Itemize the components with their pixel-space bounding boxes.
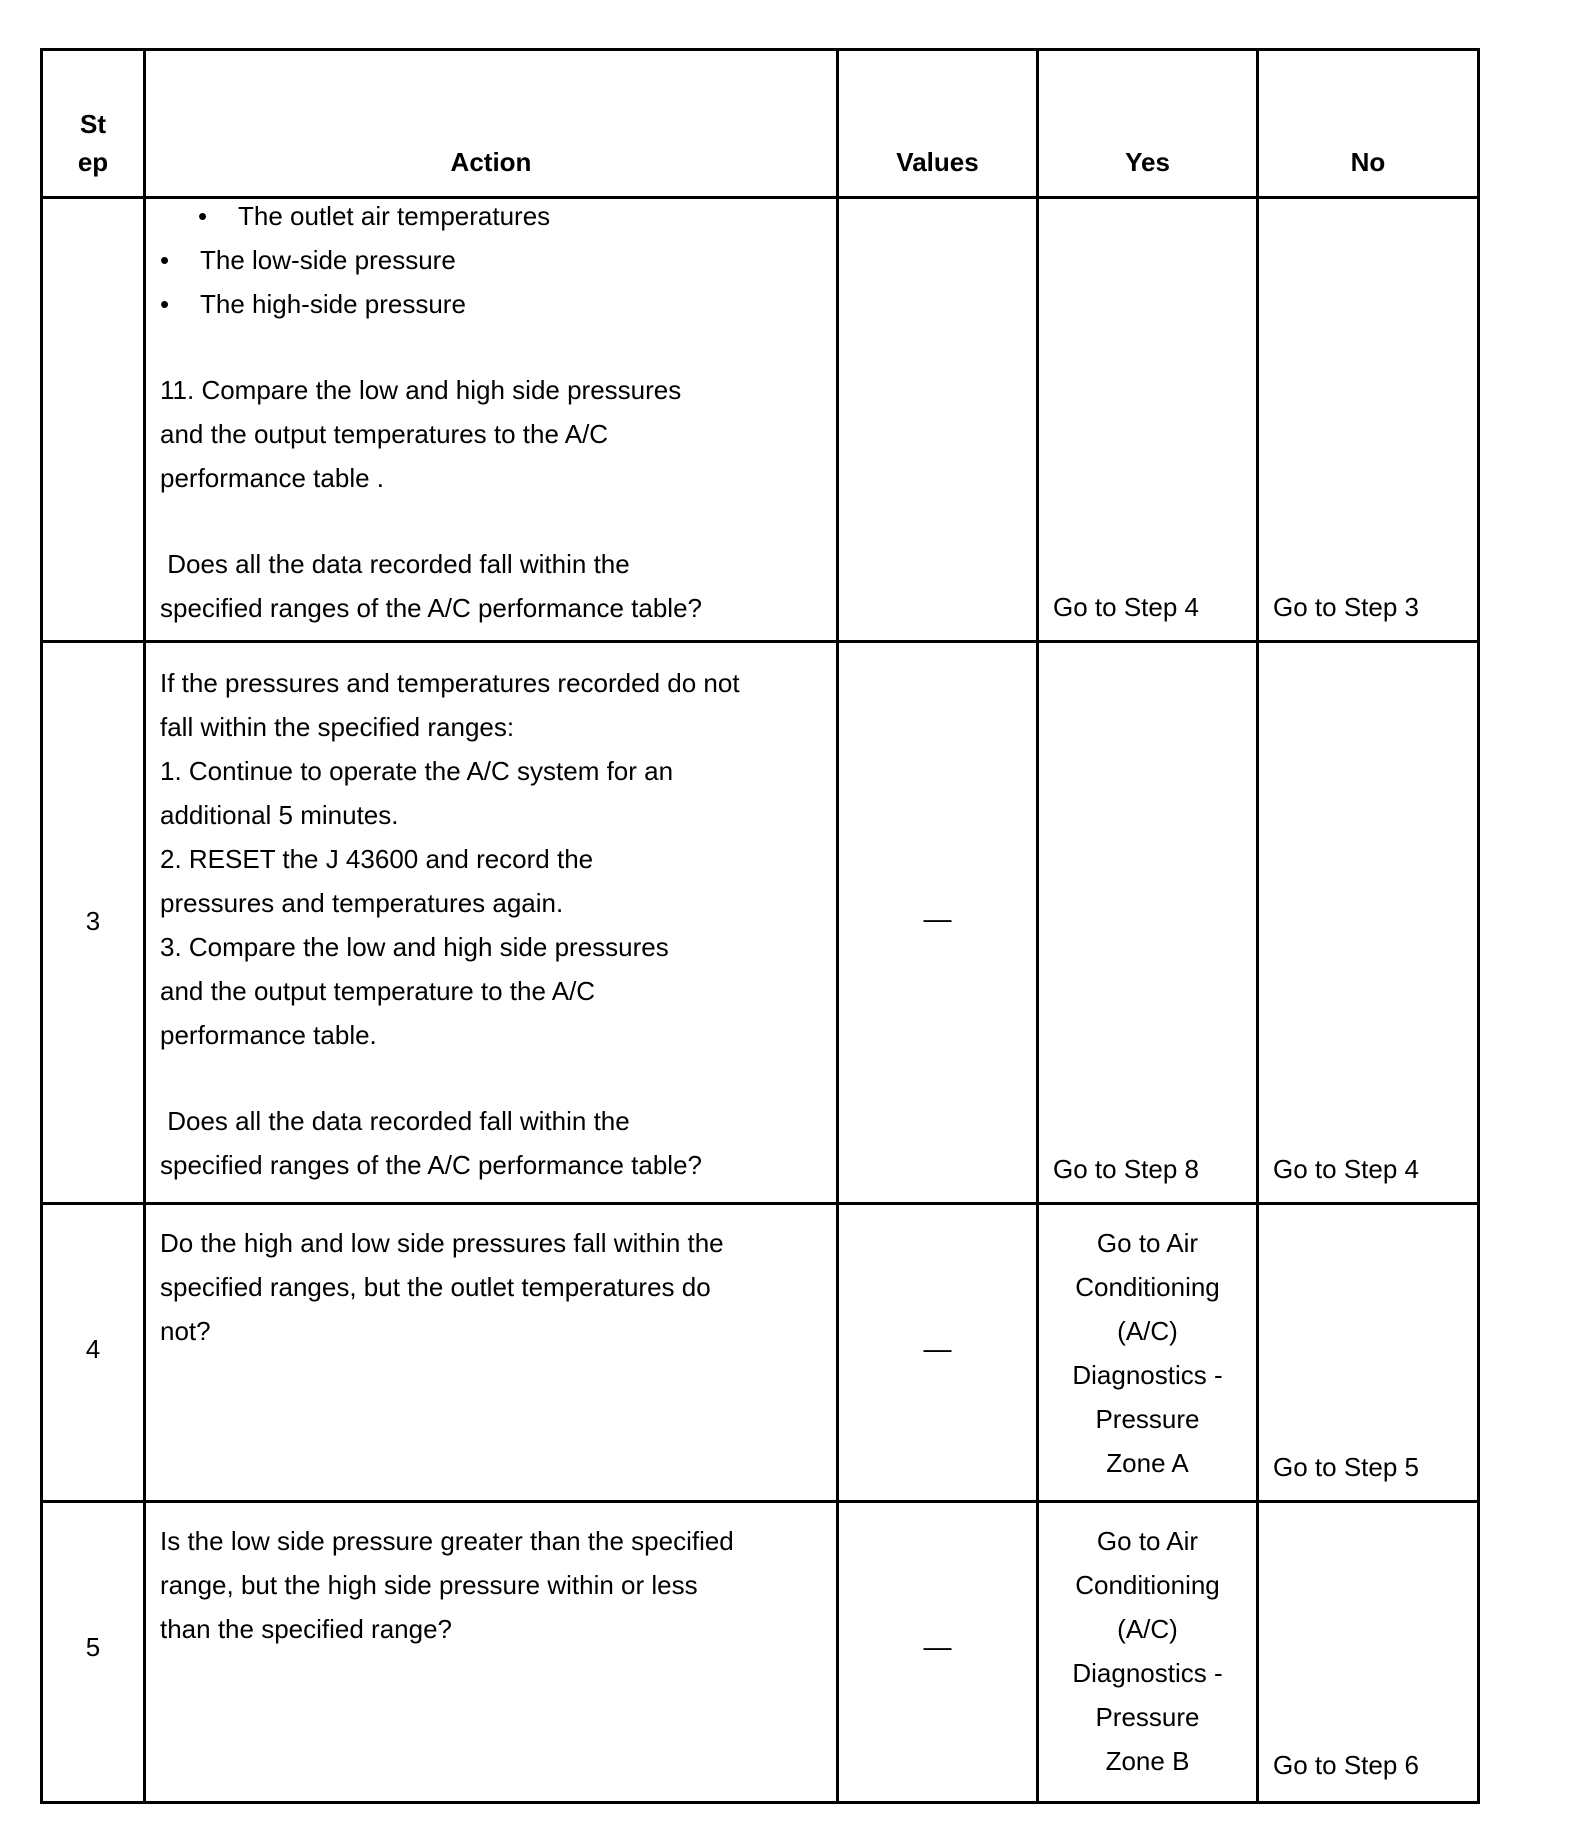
no-result: Go to Step 3 (1273, 592, 1419, 622)
diagnostic-table (40, 48, 1480, 1804)
step-number: 4 (85, 1334, 101, 1364)
row-divider (43, 1202, 1477, 1205)
action-line: than the specified range? (160, 1614, 452, 1644)
yes-line: Diagnostics - (1072, 1658, 1223, 1688)
action-cell-step4 (160, 1221, 830, 1353)
action-cell-continued (160, 194, 830, 630)
yes-line: Diagnostics - (1072, 1360, 1223, 1390)
values-dash: — (923, 903, 952, 934)
action-cell-step3 (160, 661, 830, 1187)
step-number: 5 (85, 1632, 101, 1662)
yes-line: Pressure (1095, 1702, 1200, 1732)
column-divider (1256, 51, 1259, 1801)
action-line: range, but the high side pressure within or less (160, 1570, 698, 1600)
action-line: pressures and temperatures again. (160, 888, 564, 918)
values-dash: — (923, 1631, 952, 1662)
bullet-high-side (160, 282, 830, 326)
action-line: If the pressures and temperatures recorded do not (160, 668, 740, 698)
yes-line: Zone B (1105, 1746, 1190, 1776)
bullet-text: The high-side pressure (200, 289, 466, 319)
yes-result: Go to Step 4 (1053, 592, 1199, 622)
action-line: performance table. (160, 1020, 377, 1050)
yes-line: Conditioning (1075, 1272, 1220, 1302)
action-line: 3. Compare the low and high side pressures (160, 932, 669, 962)
bullet-text: The low-side pressure (200, 245, 456, 275)
action-line: Do the high and low side pressures fall within the (160, 1228, 724, 1258)
question-line: specified ranges of the A/C performance table? (160, 1150, 702, 1180)
question-line: Does all the data recorded fall within the (160, 549, 630, 579)
yes-line: Pressure (1095, 1404, 1200, 1434)
action-line: and the output temperature to the A/C (160, 976, 596, 1006)
question-line: Does all the data recorded fall within the (160, 1106, 630, 1136)
yes-line: (A/C) (1117, 1316, 1178, 1346)
header-step (43, 105, 143, 181)
action-line: 1. Continue to operate the A/C system for an (160, 756, 674, 786)
no-result: Go to Step 4 (1273, 1154, 1419, 1184)
step11-line: and the output temperatures to the A/C (160, 419, 609, 449)
yes-line: Go to Air (1096, 1526, 1199, 1556)
bullet-low-side (160, 238, 830, 282)
action-line: specified ranges, but the outlet temperatures do (160, 1272, 711, 1302)
yes-line: Conditioning (1075, 1570, 1220, 1600)
bullet-text: The outlet air temperatures (238, 201, 551, 231)
values-dash: — (923, 1333, 952, 1364)
yes-result-step5 (1039, 1519, 1256, 1783)
header-step-line2: ep (77, 147, 109, 177)
action-line: fall within the specified ranges: (160, 712, 515, 742)
row-divider (43, 1500, 1477, 1503)
action-line: not? (160, 1316, 211, 1346)
header-yes: Yes (1125, 147, 1170, 177)
step-number: 3 (85, 906, 101, 936)
action-line: additional 5 minutes. (160, 800, 399, 830)
step11-line: 11. Compare the low and high side pressures (160, 375, 682, 405)
header-values: Values (896, 147, 979, 177)
header-action: Action (450, 147, 532, 177)
no-result: Go to Step 5 (1273, 1452, 1419, 1482)
bullet-outlet-temps (160, 194, 830, 238)
action-line: Is the low side pressure greater than the specified (160, 1526, 734, 1556)
header-step-line1: St (80, 109, 106, 139)
yes-result-step4 (1039, 1221, 1256, 1485)
yes-line: (A/C) (1117, 1614, 1178, 1644)
question-line: specified ranges of the A/C performance table? (160, 593, 702, 623)
action-cell-step5 (160, 1519, 830, 1651)
header-no: No (1350, 147, 1386, 177)
yes-line: Zone A (1106, 1448, 1189, 1478)
row-divider (43, 640, 1477, 643)
column-divider (143, 51, 146, 1801)
action-line: 2. RESET the J 43600 and record the (160, 844, 594, 874)
yes-result: Go to Step 8 (1053, 1154, 1199, 1184)
no-result: Go to Step 6 (1273, 1750, 1419, 1780)
yes-line: Go to Air (1096, 1228, 1199, 1258)
step11-line: performance table . (160, 463, 385, 493)
